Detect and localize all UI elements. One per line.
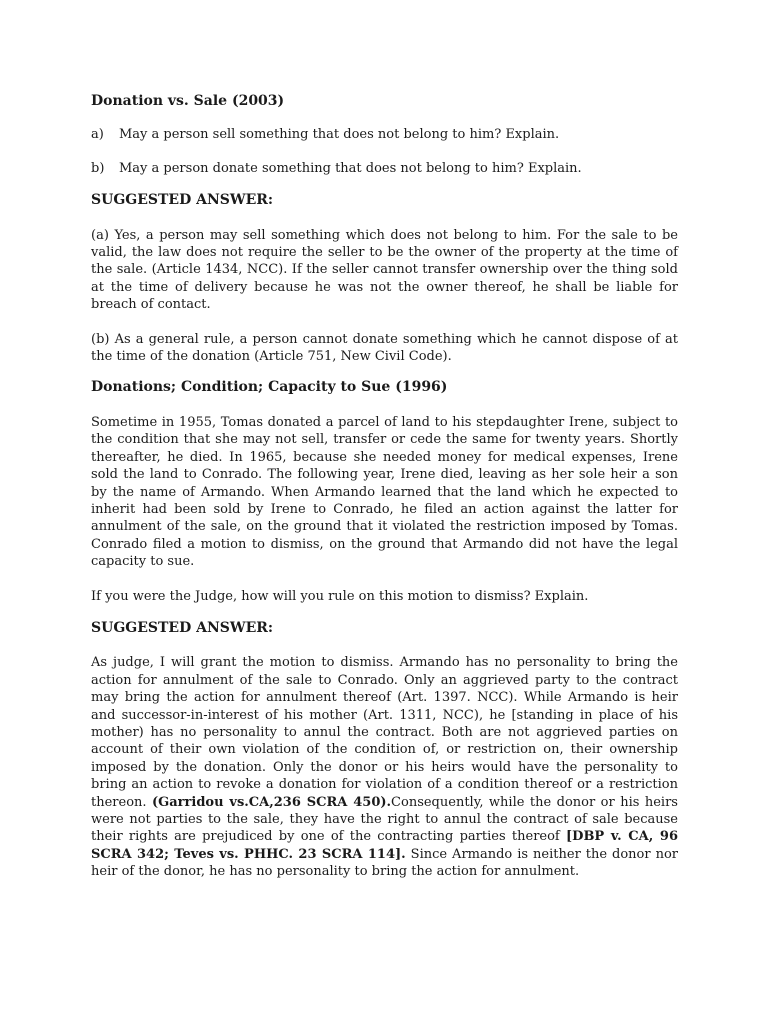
question-a-text: May a person sell something that does not belong to him? Explain. bbox=[119, 127, 560, 143]
section-heading-donation-vs-sale: Donation vs. Sale (2003) bbox=[91, 93, 285, 109]
judge-answer-paragraph bbox=[91, 654, 678, 880]
section-heading-donations-condition: Donations; Condition; Capacity to Sue (1996) bbox=[91, 379, 448, 396]
suggested-answer-heading-1: SUGGESTED ANSWER: bbox=[91, 192, 274, 209]
citation-dbp-teves: [DBP v. CA, 96 SCRA 342; Teves vs. PHHC. 23 SCRA 114]. bbox=[91, 829, 679, 862]
answer-a-paragraph: (a) Yes, a person may sell something which does not belong to him. For the sale to be valid, the law does not require the seller to be the owner of the property at the time of the sale. (Article 1434, NCC). If the seller cannot transfer ownership over the thing sold at the time of delivery because he was not the owner thereof, he shall be liable for breach of contact. bbox=[91, 227, 678, 313]
citation-garridou: (Garridou vs.CA,236 SCRA 450). bbox=[152, 794, 392, 810]
judge-question-paragraph: If you were the Judge, how will you rule on this motion to dismiss? Explain. bbox=[91, 588, 589, 604]
question-a bbox=[91, 126, 678, 143]
question-b-text: May a person donate something that does not belong to him? Explain. bbox=[119, 160, 582, 176]
answer-text-part-3: Since Armando is neither the donor nor heir of the donor, he has no personality to bring the action for annulment. bbox=[91, 846, 678, 880]
suggested-answer-heading-2: SUGGESTED ANSWER: bbox=[91, 619, 274, 636]
document-page bbox=[91, 84, 678, 881]
answer-text-part-2: Consequently, while the donor or his heirs were not parties to the sale, they have the right to annul the contract of sale because their rights are prejudiced by one of the contracting parties thereof bbox=[91, 794, 678, 845]
question-a-label: a) bbox=[91, 127, 104, 143]
question-b-label: b) bbox=[91, 160, 105, 176]
answer-text-part-1: As judge, I will grant the motion to dismiss. Armando has no personality to bring the action for annulment of the sale to Conrado. Only an aggrieved party to the contract may bring the action for annulment thereof (Art. 1397. NCC). While Armando is heir and successor-in-interest of his mother (Art. 1311, NCC), he [standing in place of his mother) has no personality to annul the contract. Both are not aggrieved parties on account of their own violation of the condition of, or restriction on, their ownership imposed by the donation. Only the donor or his heirs would have the personality to bring an action to revoke a donation for violation of a condition thereof or a restriction thereon. bbox=[91, 655, 678, 810]
answer-b-paragraph: (b) As a general rule, a person cannot donate something which he cannot dispose of at the time of the donation (Article 751, New Civil Code). bbox=[91, 331, 678, 365]
question-b bbox=[91, 160, 678, 177]
facts-paragraph: Sometime in 1955, Tomas donated a parcel of land to his stepdaughter Irene, subject to the condition that she may not sell, transfer or cede the same for twenty years. Shortly thereafter, he died. In 1965, because she needed money for medical expenses, Irene sold the land to Conrado. The following year, Irene died, leaving as her sole heir a son by the name of Armando. When Armando learned that the land which he expected to inherit had been sold by Irene to Conrado, he filed an action against the latter for annulment of the sale, on the ground that it violated the restriction imposed by Tomas. Conrado filed a motion to dismiss, on the ground that Armando did not have the legal capacity to sue. bbox=[91, 414, 678, 570]
